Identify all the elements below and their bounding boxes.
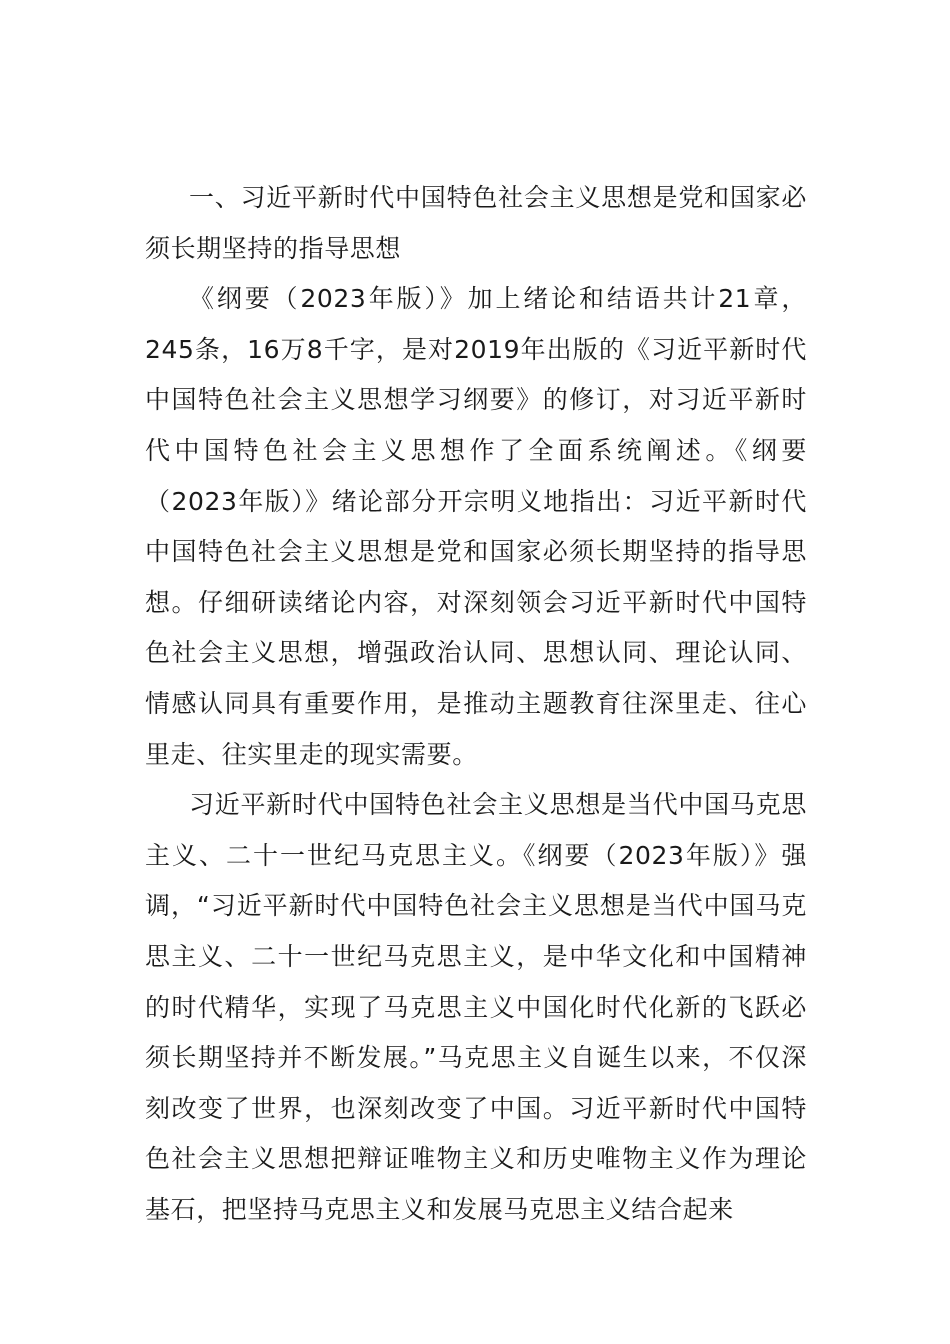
section-heading: 一、习近平新时代中国特色社会主义思想是党和国家必须长期坚持的指导思想 xyxy=(145,183,807,263)
paragraph-1: 《纲要（2023年版）》加上绪论和结语共计21章，245条，16万8千字，是对2019年出版的《习近平新时代中国特色社会主义思想学习纲要》的修订，对习近平新时代中国特色社会主义思想作了全面系统阐述。《纲要（2023年版）》绪论部分开宗明义地指出：习近平新时代中国特色社会主义思想是党和国家必须长期坚持的指导思想。仔细研读绪论内容，对深刻领会习近平新时代中国特色社会主义思想，增强政治认同、思想认同、理论认同、情感认同具有重要作用，是推动主题教育往深里走、往心里走、往实里走的现实需要。 xyxy=(145,284,807,769)
document-body xyxy=(145,173,807,1235)
paragraph-2: 习近平新时代中国特色社会主义思想是当代中国马克思主义、二十一世纪马克思主义。《纲要（2023年版）》强调，“习近平新时代中国特色社会主义思想是当代中国马克思主义、二十一世纪马克思主义，是中华文化和中国精神的时代精华，实现了马克思主义中国化时代化新的飞跃必须长期坚持并不断发展。”马克思主义自诞生以来，不仅深刻改变了世界，也深刻改变了中国。习近平新时代中国特色社会主义思想把辩证唯物主义和历史唯物主义作为理论基石，把坚持马克思主义和发展马克思主义结合起来 xyxy=(145,790,807,1224)
